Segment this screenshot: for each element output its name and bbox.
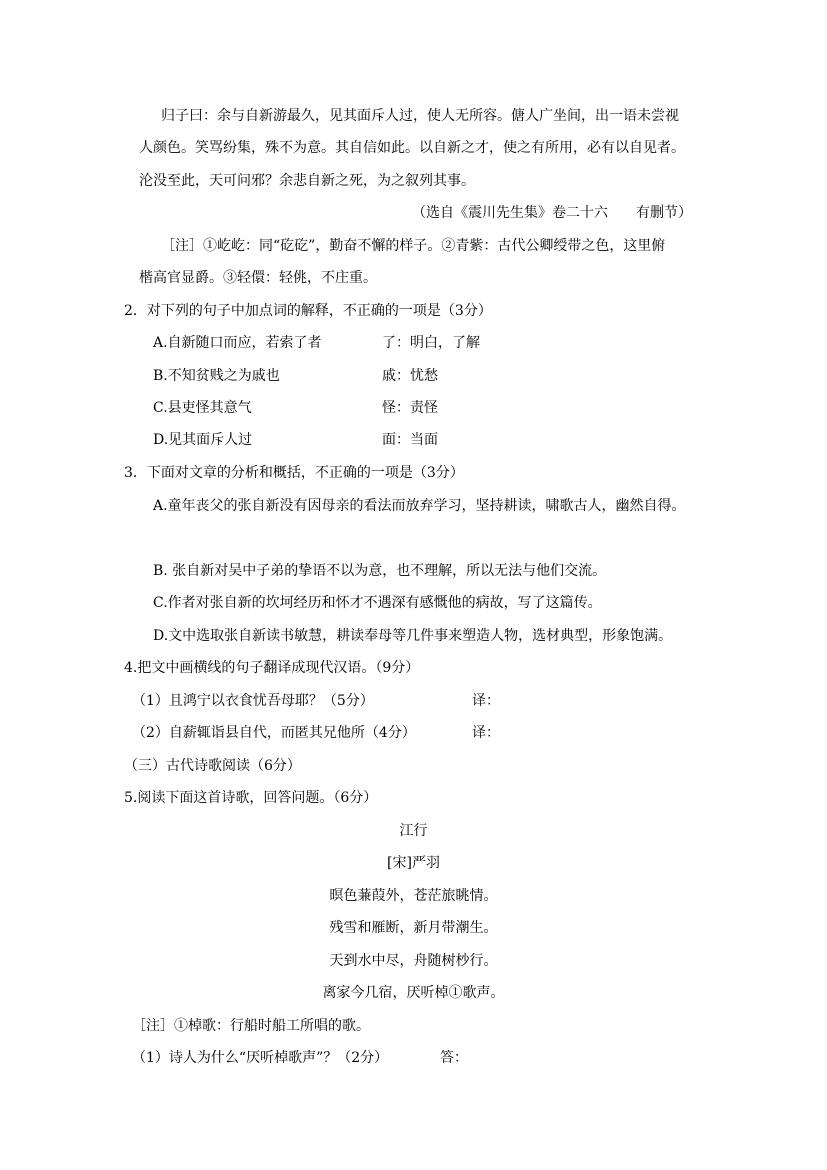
option-gloss: 了：明白，了解 <box>382 335 480 351</box>
translation-label: 译： <box>472 725 500 741</box>
sentence-2: （2）自薪辄诣县自代，而匿其兄他所（4分） <box>132 725 416 741</box>
question-stem: 4.把文中画横线的句子翻译成现代汉语。（9分） <box>124 660 420 676</box>
source-citation: （选自《震川先生集》卷二十六 有删节） <box>412 205 692 221</box>
annotation-line: 楷高官显爵。③轻儇：轻佻，不庄重。 <box>139 270 377 286</box>
option-text: D.见其面斥人过 <box>153 432 253 448</box>
annotation-line: ［注］①屹屹：同“矻矻”，勤奋不懈的样子。②青紫：古代公卿绶带之色，这里俯 <box>161 238 666 254</box>
sub-question-1: （1）诗人为什么“厌听棹歌声”？（2分） <box>132 1050 389 1066</box>
section-heading: （三）古代诗歌阅读（6分） <box>124 758 301 774</box>
option-text: A.童年丧父的张自新没有因母亲的看法而放弃学习，坚持耕读，啸歌古人，幽然自得。 <box>153 498 686 514</box>
option-text: C.作者对张自新的坎坷经历和怀才不遇深有感慨他的病故，写了这篇传。 <box>153 595 602 611</box>
option-gloss: 怪：责怪 <box>382 400 438 416</box>
option-gloss: 面：当面 <box>382 432 438 448</box>
passage-line: 沦没至此，天可问邪？余悲自新之死，为之叙列其事。 <box>139 173 475 189</box>
question-stem: 5.阅读下面这首诗歌，回答问题。（6分） <box>124 790 378 806</box>
poem-title: 江行 <box>399 823 428 839</box>
passage-line: 归子曰：余与自新游最久，见其面斥人过，使人无所容。傏人广坐间，出一语未尝视 <box>161 108 679 124</box>
option-text: A.自新随口而应，若索了者 <box>153 335 322 351</box>
option-text: B. 张自新对吴中子弟的挚语不以为意，也不理解，所以无法与他们交流。 <box>153 563 607 579</box>
option-text: B.不知贫贱之为戚也 <box>153 368 280 384</box>
poem-author: [宋]严羽 <box>387 855 440 871</box>
option-gloss: 戚：忧愁 <box>382 368 438 384</box>
poem-line: 天到水中尽，舟随树杪行。 <box>329 953 498 969</box>
option-text: C.县吏怪其意气 <box>153 400 252 416</box>
translation-label: 译： <box>472 693 500 709</box>
poem-line: 残雪和雁断，新月带潮生。 <box>329 920 498 936</box>
poem-annotation: ［注］①棹歌：行船时船工所唱的歌。 <box>132 1018 370 1034</box>
option-text: D.文中选取张自新读书敏慧，耕读奉母等几件事来塑造人物，选材典型，形象饱满。 <box>153 628 673 644</box>
question-stem: 3．下面对文章的分析和概括，不正确的一项是（3分） <box>124 465 464 481</box>
sentence-1: （1）且鸿宁以衣食忧吾母耶？（5分） <box>132 693 374 709</box>
answer-label: 答： <box>440 1050 468 1066</box>
question-stem: 2．对下列的句子中加点词的解释，不正确的一项是（3分） <box>124 303 492 319</box>
poem-line: 暝色蒹葭外，苍茫旅眺情。 <box>329 888 498 904</box>
passage-line: 人颜色。笑骂纷集，殊不为意。其自信如此。以自新之才，使之有所用，必有以自见者。 <box>139 140 685 156</box>
poem-line: 离家今几宿，厌听棹①歌声。 <box>322 985 505 1001</box>
